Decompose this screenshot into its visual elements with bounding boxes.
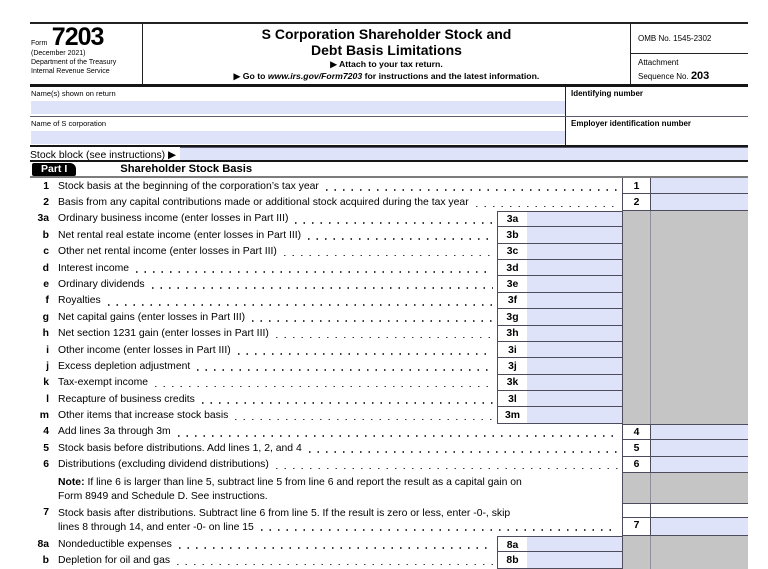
- line-number: j: [46, 360, 49, 372]
- line-label: Royalties: [58, 295, 101, 307]
- line-3b-amount-field[interactable]: [527, 227, 622, 243]
- line-3c-row: [30, 244, 748, 260]
- line-3k-row: [30, 375, 748, 391]
- part1-header: [30, 162, 748, 178]
- form-title-line2: Debt Basis Limitations: [311, 42, 462, 59]
- line-3b-row: [30, 227, 748, 243]
- form-number-block: [30, 24, 143, 84]
- line-3e-amount-field[interactable]: [527, 276, 622, 292]
- dot-leader: [284, 255, 493, 257]
- identifying-number-input[interactable]: [571, 101, 748, 114]
- identifying-number-label: Identifying number: [571, 89, 643, 98]
- line-label: Stock basis before distributions. Add lines 1, 2, and 4: [58, 442, 302, 454]
- line-label: Other net rental income (enter losses in Part III): [58, 246, 277, 258]
- line-2-amount-field[interactable]: [650, 194, 748, 210]
- shaded-area: [622, 391, 748, 407]
- line-3l-row: [30, 391, 748, 407]
- line-number: 7: [43, 506, 49, 518]
- line-8b-box-number: 8b: [497, 552, 527, 568]
- line-3d-box-number: 3d: [497, 260, 527, 276]
- line-3a-row: [30, 211, 748, 227]
- sequence-number: 203: [690, 70, 710, 83]
- line-3j-row: [30, 358, 748, 374]
- dot-leader: [276, 468, 618, 470]
- line-label: Ordinary dividends: [58, 278, 145, 290]
- s-corporation-input[interactable]: [31, 131, 565, 144]
- goto-instruction: [143, 71, 630, 82]
- names-input[interactable]: [31, 101, 565, 114]
- line-7-amount-field[interactable]: [650, 517, 748, 536]
- line-label: Interest income: [58, 262, 130, 274]
- line-3g-box-number: 3g: [497, 309, 527, 325]
- line-number: k: [43, 377, 49, 389]
- shaded-area: [622, 552, 748, 568]
- line-label: Recapture of business credits: [58, 393, 195, 405]
- form-word: Form: [31, 40, 48, 47]
- line-2-box-number: 2: [622, 194, 650, 210]
- shaded-area: [622, 244, 748, 260]
- line-6-box-number: 6: [622, 457, 650, 473]
- line-number: e: [43, 278, 49, 290]
- line-3e-box-number: 3e: [497, 276, 527, 292]
- dot-leader: [202, 402, 493, 404]
- line-7-box-area: [622, 504, 748, 536]
- line-4-amount-field[interactable]: [650, 424, 748, 440]
- line-3g-amount-field[interactable]: [527, 309, 622, 325]
- attachment-sequence: [631, 54, 748, 84]
- line-label: Excess depletion adjustment: [58, 360, 191, 372]
- line-label: Net capital gains (enter losses in Part III): [58, 311, 246, 323]
- line-number: b: [42, 229, 49, 241]
- line-3a-box-number: 3a: [497, 211, 527, 227]
- omb-block: [630, 24, 748, 84]
- line-2-row: [30, 194, 748, 210]
- identifying-number-cell: [565, 87, 748, 116]
- dot-leader: [252, 320, 493, 322]
- dot-leader: [476, 206, 618, 208]
- shaded-area: [622, 473, 748, 504]
- line-label: Basis from any capital contributions made or additional stock acquired during the tax year: [58, 196, 469, 208]
- spacer-cell: [622, 504, 650, 517]
- line-3h-amount-field[interactable]: [527, 326, 622, 342]
- line-3a-amount-field[interactable]: [527, 211, 622, 227]
- shaded-area: [622, 375, 748, 391]
- agency-line-2: Internal Revenue Service: [31, 67, 110, 75]
- line-number: 4: [43, 426, 49, 438]
- line-8b-amount-field[interactable]: [527, 552, 622, 568]
- line-3e-row: [30, 276, 748, 292]
- line-8b-row: [30, 552, 748, 568]
- dot-leader: [108, 304, 493, 306]
- line-3j-box-number: 3j: [497, 358, 527, 374]
- line-number: l: [46, 393, 49, 405]
- line-1-amount-field[interactable]: [650, 178, 748, 194]
- note-label: Note:: [58, 476, 85, 488]
- line-number: i: [46, 344, 49, 356]
- line-number: g: [42, 311, 49, 323]
- shaded-area: [622, 309, 748, 325]
- s-corporation-cell: [30, 117, 565, 145]
- form-title-block: [143, 24, 630, 84]
- names-label: Name(s) shown on return: [31, 89, 116, 98]
- stock-block-row: [30, 147, 748, 162]
- line-8a-amount-field[interactable]: [527, 536, 622, 552]
- line-3l-box-number: 3l: [497, 391, 527, 407]
- dot-leader: [309, 451, 618, 453]
- line-label: Stock basis at the beginning of the corporation’s tax year: [58, 180, 319, 192]
- line-3d-row: [30, 260, 748, 276]
- line-number: b: [42, 555, 49, 567]
- sequence-label: Sequence No.: [638, 72, 691, 82]
- dot-leader: [177, 564, 493, 566]
- line-3i-row: [30, 342, 748, 358]
- line-1-box-number: 1: [622, 178, 650, 194]
- line-8a-row: [30, 536, 748, 552]
- line-label: Add lines 3a through 3m: [58, 426, 171, 438]
- dot-leader: [261, 529, 618, 531]
- line-label: Ordinary business income (enter losses in Part III): [58, 213, 289, 225]
- line-7-box-number: 7: [622, 517, 650, 536]
- part1-title: Shareholder Stock Basis: [120, 163, 253, 175]
- line-3k-box-number: 3k: [497, 375, 527, 391]
- spacer-cell: [650, 504, 748, 517]
- line-7-row: [30, 504, 748, 536]
- line-3m-box-number: 3m: [497, 407, 527, 423]
- line-label: Other items that increase stock basis: [58, 410, 229, 422]
- agency-line-1: Department of the Treasury: [31, 58, 117, 66]
- shaded-area: [622, 260, 748, 276]
- dot-leader: [152, 287, 493, 289]
- line-3c-amount-field[interactable]: [527, 244, 622, 260]
- line-label: Other income (enter losses in Part III): [58, 344, 231, 356]
- ein-cell: [565, 117, 748, 145]
- line-number: m: [39, 410, 49, 422]
- line-3j-amount-field[interactable]: [527, 358, 622, 374]
- dot-leader: [155, 386, 493, 388]
- line-7-text-line1: Stock basis after distributions. Subtract line 6 from line 5. If the result is zero or less, enter -0-, skip: [58, 507, 511, 519]
- line-3l-amount-field[interactable]: [527, 391, 622, 407]
- line-8a-box-number: 8a: [497, 536, 527, 552]
- dot-leader: [136, 271, 493, 273]
- goto-prefix: ▶ Go to: [233, 71, 268, 82]
- line-number: 2: [43, 196, 49, 208]
- dot-leader: [197, 369, 493, 371]
- names-cell: [30, 87, 565, 116]
- line-1-row: [30, 178, 748, 194]
- ein-label: Employer identification number: [571, 119, 692, 128]
- line-3g-row: [30, 309, 748, 325]
- part1-badge: Part I: [32, 163, 76, 176]
- shaded-area: [622, 536, 748, 552]
- line-label: [58, 504, 622, 536]
- line-label: Depletion for oil and gas: [58, 555, 171, 567]
- line-number: d: [42, 262, 49, 274]
- dot-leader: [235, 419, 493, 421]
- shaded-area: [622, 276, 748, 292]
- ein-input[interactable]: [571, 131, 748, 144]
- line-3b-box-number: 3b: [497, 227, 527, 243]
- attachment-label: Attachment: [638, 58, 679, 68]
- shaded-area: [622, 326, 748, 342]
- shaded-area: [622, 342, 748, 358]
- line-3m-row: [30, 407, 748, 423]
- goto-suffix: for instructions and the latest information.: [362, 71, 540, 82]
- note-line2: Form 8949 and Schedule D. See instructions.: [58, 490, 268, 502]
- line-3h-box-number: 3h: [497, 326, 527, 342]
- line-label: Net rental real estate income (enter losses in Part III): [58, 229, 302, 241]
- stock-block-input[interactable]: [180, 147, 748, 160]
- note-row: [30, 473, 748, 504]
- dot-leader: [178, 435, 618, 437]
- line-5-amount-field[interactable]: [650, 440, 748, 456]
- line-3i-box-number: 3i: [497, 342, 527, 358]
- line-4-box-number: 4: [622, 424, 650, 440]
- shaded-area: [622, 407, 748, 423]
- irs-url: www.irs.gov/Form7203: [267, 71, 363, 82]
- line-5-box-number: 5: [622, 440, 650, 456]
- dot-leader: [326, 189, 618, 191]
- note-text: [58, 473, 622, 504]
- form-7203-page: [30, 0, 748, 569]
- s-corporation-label: Name of S corporation: [31, 119, 107, 128]
- line-number: f: [45, 295, 49, 307]
- line-label: Distributions (excluding dividend distributions): [58, 459, 269, 471]
- form-header: [30, 22, 748, 87]
- omb-number: OMB No. 1545-2302: [631, 24, 748, 54]
- line-3f-amount-field[interactable]: [527, 293, 622, 309]
- line-number: c: [43, 246, 49, 258]
- line-4-row: [30, 424, 748, 440]
- line-3i-amount-field[interactable]: [527, 342, 622, 358]
- line-3c-box-number: 3c: [497, 244, 527, 260]
- line-3d-amount-field[interactable]: [527, 260, 622, 276]
- dot-leader: [295, 222, 493, 224]
- line-number: 3a: [37, 213, 49, 225]
- attach-instruction: ▶ Attach to your tax return.: [330, 59, 443, 70]
- line-label: Net section 1231 gain (enter losses in Part III): [58, 328, 269, 340]
- form-revision: (December 2021): [31, 50, 86, 57]
- dot-leader: [238, 353, 493, 355]
- line-3f-box-number: 3f: [497, 293, 527, 309]
- shaded-area: [622, 211, 748, 227]
- line-3h-row: [30, 326, 748, 342]
- stock-block-label: Stock block (see instructions) ▶: [30, 149, 177, 161]
- line-6-amount-field[interactable]: [650, 457, 748, 473]
- line-number: 5: [43, 442, 49, 454]
- line-6-row: [30, 457, 748, 473]
- line-7-text-line2: lines 8 through 14, and enter -0- on line 15: [58, 521, 254, 533]
- line-5-row: [30, 440, 748, 456]
- form-title-line1: S Corporation Shareholder Stock and: [261, 26, 512, 42]
- line-3m-amount-field[interactable]: [527, 407, 622, 423]
- line-number: 6: [43, 459, 49, 471]
- line-label: Nondeductible expenses: [58, 538, 172, 550]
- line-label: Tax-exempt income: [58, 377, 149, 389]
- dot-leader: [179, 547, 493, 549]
- line-3f-row: [30, 293, 748, 309]
- shaded-area: [622, 227, 748, 243]
- dot-leader: [276, 337, 493, 339]
- line-number: 8a: [37, 538, 49, 550]
- form-number: 7203: [51, 23, 104, 51]
- line-number: h: [42, 328, 49, 340]
- line-3k-amount-field[interactable]: [527, 375, 622, 391]
- shaded-area: [622, 358, 748, 374]
- line-number: 1: [43, 180, 49, 192]
- names-row: [30, 87, 748, 117]
- dot-leader: [308, 238, 493, 240]
- s-corporation-row: [30, 117, 748, 147]
- note-line1: If line 6 is larger than line 5, subtract line 5 from line 6 and report the result as a capital gain on: [87, 476, 522, 488]
- shaded-area: [622, 293, 748, 309]
